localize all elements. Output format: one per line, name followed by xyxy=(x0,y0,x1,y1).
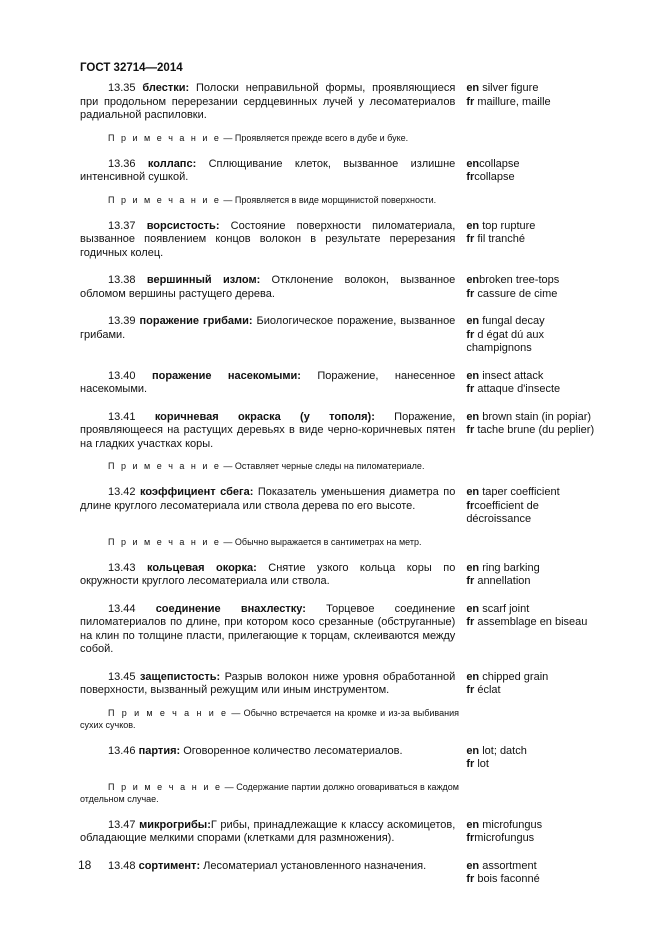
term-row xyxy=(80,315,600,356)
lang-code-en: en xyxy=(466,157,480,170)
lang-code-en: en xyxy=(466,818,480,831)
lang-code-en: en xyxy=(466,274,480,286)
term-text: Лесоматериал установленного назначения. xyxy=(200,859,427,872)
term-text: Разрыв волокон ниже уровня обработанной поверхности, вызванный режущим или иным инструментом. xyxy=(80,670,456,696)
spacer xyxy=(80,123,600,132)
term-text: Г рибы, принадлежащие к классу аскомицетов, обладающие мелкими спорами (клетками для размножения). xyxy=(80,818,456,844)
term-name: блестки: xyxy=(142,82,190,94)
term-equivalents xyxy=(466,220,600,261)
term-equivalents xyxy=(466,274,600,301)
term-note xyxy=(80,194,459,206)
english-equivalent: en top rupture xyxy=(466,219,536,232)
term-number: 13.47 xyxy=(108,818,136,831)
term-name: соединение внахлестку: xyxy=(155,602,306,615)
term-entry xyxy=(80,315,600,356)
french-equivalent: fr annellation xyxy=(466,575,531,587)
term-equivalents xyxy=(466,370,600,397)
term-text: Биологическое поражение, вызванное грибами. xyxy=(80,315,456,341)
term-number: 13.40 xyxy=(108,369,136,382)
term-name: поражение насекомыми: xyxy=(151,369,301,382)
lang-code-en: en xyxy=(466,410,480,423)
term-definition xyxy=(80,860,455,887)
term-row xyxy=(80,562,600,589)
lang-code-en: en xyxy=(466,486,480,498)
term-text: Снятие узкого кольца коры по окружности круглого лесоматериала или ствола. xyxy=(80,561,456,587)
term-entry xyxy=(80,370,600,397)
note-text: — Обычно встречается на кромке и из-за выбивания сухих сучков. xyxy=(80,707,459,730)
term-entry xyxy=(80,411,600,473)
term-name: микрогрибы: xyxy=(139,818,211,831)
lang-code-fr: fr xyxy=(466,383,475,395)
term-text: Оговоренное количество лесоматериалов. xyxy=(180,744,403,757)
spacer xyxy=(80,206,600,220)
note-text: — Оставляет черные следы на пиломатериале. xyxy=(220,461,425,471)
english-equivalent: en scarf joint xyxy=(466,602,530,615)
lang-code-fr: fr xyxy=(466,171,475,183)
term-definition xyxy=(80,274,455,301)
lang-code-en: en xyxy=(466,859,480,872)
term-text: Поражение, проявляющееся на растущих деревьях в виде черно-коричневых пятен на гладких участках коры. xyxy=(80,410,456,450)
english-equivalent: encollapse xyxy=(466,157,520,170)
term-row xyxy=(80,82,600,123)
lang-code-en: en xyxy=(466,670,480,683)
term-text: Полоски неправильной формы, проявляющиеся при продольном перерезании сердцевинных лучей у лесоматериалов радиальной распиловки. xyxy=(80,82,456,121)
term-note xyxy=(80,781,459,805)
term-entry xyxy=(80,486,600,548)
lang-code-en: en xyxy=(466,602,480,615)
term-text: Показатель уменьшения диаметра по длине круглого лесоматериала или ствола дерева по его высоте. xyxy=(80,486,456,512)
spacer xyxy=(80,301,600,315)
term-number: 13.36 xyxy=(108,157,136,170)
note-text: — Содержание партии должно оговариваться в каждом отдельном случае. xyxy=(80,781,459,804)
term-name: вершинный излом: xyxy=(146,274,261,286)
term-definition xyxy=(80,370,455,397)
term-entry xyxy=(80,745,600,805)
term-number: 13.41 xyxy=(108,410,136,423)
term-number: 13.46 xyxy=(108,744,136,757)
note-label: П р и м е ч а н и е xyxy=(108,536,221,547)
spacer xyxy=(80,805,600,819)
term-name: ворсистость: xyxy=(146,219,220,232)
spacer xyxy=(80,260,600,274)
lang-code-fr: fr xyxy=(466,499,475,512)
note-text: — Проявляется прежде всего в дубе и буке. xyxy=(220,132,409,143)
spacer xyxy=(80,772,600,781)
note-text: — Проявляется в виде морщинистой поверхности. xyxy=(220,194,437,205)
term-equivalents xyxy=(466,860,600,887)
term-entry xyxy=(80,860,600,887)
term-definition xyxy=(80,411,455,452)
term-list xyxy=(80,82,600,887)
term-text: Торцевое соединение пиломатериалов по длине, при котором косо срезанные (обструганные) на клин по толщине пласти, прилегающие к торцам, склеиваются между собой. xyxy=(80,602,456,655)
term-row xyxy=(80,274,600,301)
lang-code-fr: fr xyxy=(466,873,475,885)
term-entry xyxy=(80,562,600,589)
term-definition xyxy=(80,82,455,123)
term-entry xyxy=(80,158,600,206)
term-name: кольцевая окорка: xyxy=(146,561,257,574)
document-header: ГОСТ 32714—2014 xyxy=(80,62,183,74)
term-definition xyxy=(80,671,455,698)
term-definition xyxy=(80,745,455,772)
term-row xyxy=(80,486,600,527)
note-text: — Обычно выражается в сантиметрах на метр. xyxy=(220,536,422,547)
spacer xyxy=(80,451,600,460)
term-equivalents xyxy=(466,671,600,698)
spacer xyxy=(80,846,600,860)
french-equivalent: fr éclat xyxy=(466,684,501,696)
term-equivalents xyxy=(466,315,600,356)
french-equivalent: fr maillure, maille xyxy=(466,95,551,108)
term-note xyxy=(80,536,459,548)
spacer xyxy=(80,472,600,486)
term-number: 13.39 xyxy=(108,315,136,327)
term-text: Состояние поверхности пиломатериала, вызванное появлением концов волокон в результате перерезания годичных колец. xyxy=(80,219,456,259)
lang-code-fr: fr xyxy=(466,233,475,245)
term-name: коричневая окраска (у тополя): xyxy=(154,410,375,423)
english-equivalent: en ring barking xyxy=(466,561,540,574)
term-number: 13.38 xyxy=(108,274,136,286)
english-equivalent: en microfungus xyxy=(466,818,543,831)
lang-code-fr: fr xyxy=(466,95,475,108)
spacer xyxy=(80,731,600,745)
term-entry xyxy=(80,82,600,144)
spacer xyxy=(80,397,600,411)
spacer xyxy=(80,185,600,194)
term-name: партия: xyxy=(138,744,181,757)
french-equivalent: fr attaque d'insecte xyxy=(466,383,561,395)
lang-code-en: en xyxy=(466,561,480,574)
page-number: 18 xyxy=(78,858,92,872)
english-equivalent: en chipped grain xyxy=(466,670,549,683)
lang-code-fr: fr xyxy=(466,832,475,844)
lang-code-en: en xyxy=(466,315,480,327)
term-number: 13.35 xyxy=(108,82,136,94)
term-text: Отклонение волокон, вызванное обломом вершины растущего дерева. xyxy=(80,274,456,300)
term-equivalents xyxy=(466,82,600,123)
french-equivalent: frcollapse xyxy=(466,171,515,183)
term-number: 13.43 xyxy=(108,561,136,574)
term-equivalents xyxy=(466,158,600,185)
term-definition xyxy=(80,562,455,589)
spacer xyxy=(80,144,600,158)
term-entry xyxy=(80,671,600,731)
note-label: П р и м е ч а н и е xyxy=(108,781,222,792)
term-row xyxy=(80,671,600,698)
term-equivalents xyxy=(466,411,600,452)
term-note xyxy=(80,707,459,731)
french-equivalent: fr fil tranché xyxy=(466,233,526,245)
french-equivalent: fr tache brune (du peplier) xyxy=(466,424,595,436)
spacer xyxy=(80,356,600,370)
english-equivalent: en silver figure xyxy=(466,82,539,94)
term-name: защепистость: xyxy=(140,670,221,683)
lang-code-fr: fr xyxy=(466,287,475,300)
term-row xyxy=(80,370,600,397)
term-number: 13.42 xyxy=(108,486,136,498)
note-label: П р и м е ч а н и е xyxy=(108,194,221,205)
note-label: П р и м е ч а н и е xyxy=(108,132,221,143)
term-row xyxy=(80,158,600,185)
term-equivalents xyxy=(466,562,600,589)
lang-code-en: en xyxy=(466,369,480,382)
lang-code-fr: fr xyxy=(466,328,475,341)
term-row xyxy=(80,411,600,452)
french-equivalent: frmicrofungus xyxy=(466,832,535,844)
lang-code-fr: fr xyxy=(466,424,475,436)
term-equivalents xyxy=(466,486,600,527)
note-label: П р и м е ч а н и е xyxy=(108,707,229,718)
lang-code-fr: fr xyxy=(466,616,475,628)
term-name: коллапс: xyxy=(147,157,197,170)
english-equivalent: enbroken tree-tops xyxy=(466,274,560,286)
spacer xyxy=(80,589,600,603)
spacer xyxy=(80,657,600,671)
term-row xyxy=(80,819,600,846)
french-equivalent: fr d égat dú aux champignons xyxy=(466,328,544,354)
spacer xyxy=(80,698,600,707)
english-equivalent: en insect attack xyxy=(466,369,544,382)
lang-code-fr: fr xyxy=(466,758,475,770)
term-definition xyxy=(80,315,455,356)
term-definition xyxy=(80,486,455,527)
term-name: сортимент: xyxy=(138,859,201,872)
term-definition xyxy=(80,819,455,846)
english-equivalent: en brown stain (in popiar) xyxy=(466,410,592,423)
term-entry xyxy=(80,220,600,261)
term-note xyxy=(80,132,459,144)
term-row xyxy=(80,745,600,772)
term-equivalents xyxy=(466,603,600,657)
term-number: 13.45 xyxy=(108,670,136,683)
term-number: 13.37 xyxy=(108,219,136,232)
french-equivalent: fr bois faconné xyxy=(466,873,540,885)
term-text: Сплющивание клеток, вызванное излишне интенсивной сушкой. xyxy=(80,157,456,183)
term-definition xyxy=(80,603,455,657)
french-equivalent: frcoefficient de décroissance xyxy=(466,499,539,525)
term-row xyxy=(80,220,600,261)
term-text: Поражение, нанесенное насекомыми. xyxy=(80,369,456,395)
term-equivalents xyxy=(466,745,600,772)
spacer xyxy=(80,527,600,536)
lang-code-fr: fr xyxy=(466,575,475,587)
term-row xyxy=(80,603,600,657)
french-equivalent: fr assemblage en biseau xyxy=(466,616,588,628)
term-row xyxy=(80,860,600,887)
term-entry xyxy=(80,819,600,846)
note-label: П р и м е ч а н и е xyxy=(108,461,221,471)
french-equivalent: fr lot xyxy=(466,758,489,770)
english-equivalent: en lot; datch xyxy=(466,744,527,757)
english-equivalent: en fungal decay xyxy=(466,315,545,327)
lang-code-fr: fr xyxy=(466,684,475,696)
term-name: коэффициент сбега: xyxy=(139,486,254,498)
term-entry xyxy=(80,274,600,301)
term-note xyxy=(80,460,459,472)
term-entry xyxy=(80,603,600,657)
french-equivalent: fr cassure de cime xyxy=(466,287,558,300)
term-number: 13.44 xyxy=(108,602,136,615)
lang-code-en: en xyxy=(466,82,480,94)
term-equivalents xyxy=(466,819,600,846)
english-equivalent: en taper coefficient xyxy=(466,486,560,498)
lang-code-en: en xyxy=(466,219,480,232)
term-number: 13.48 xyxy=(108,859,136,872)
english-equivalent: en assortment xyxy=(466,859,537,872)
term-definition xyxy=(80,158,455,185)
term-name: поражение грибами: xyxy=(139,315,253,327)
spacer xyxy=(80,548,600,562)
term-definition xyxy=(80,220,455,261)
lang-code-en: en xyxy=(466,744,480,757)
